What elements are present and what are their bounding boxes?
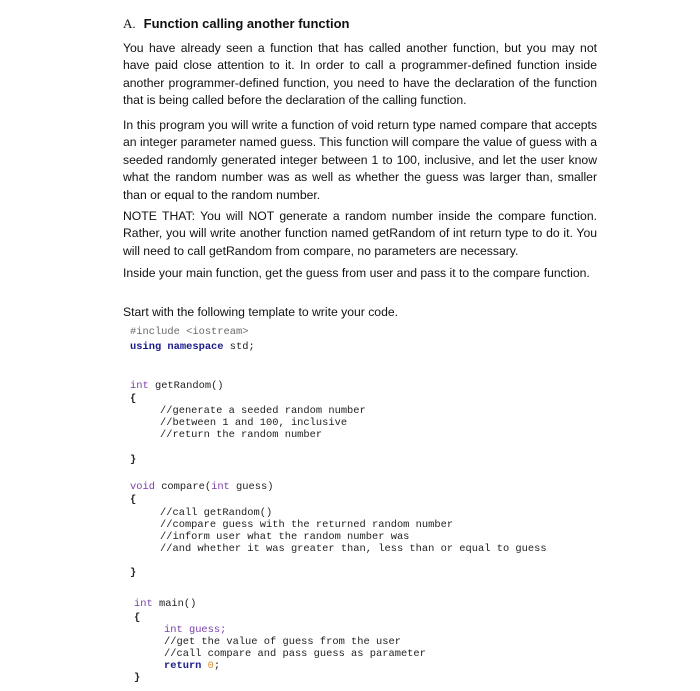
code-line-getrandom-signature: int getRandom() (130, 380, 224, 392)
code-line-return: return 0; (164, 660, 221, 672)
paragraph-template-intro: Start with the following template to write your code. (123, 305, 399, 319)
code-line-using: using namespace std; (130, 341, 255, 353)
code-line-comment: //call getRandom() (160, 507, 273, 519)
code-line-brace-open: { (130, 393, 137, 405)
code-line-compare-signature: void compare(int guess) (130, 481, 274, 493)
paragraph-task: In this program you will write a function of void return type named compare that accepts an integer parameter named guess. This function will compare the value of guess with a seeded randomly generated integer between 1 to 100, inclusive, and let the user know what the random number was as well as whether the guess was larger than, smaller than or equal to the random number. (123, 118, 597, 202)
code-line-declaration: int guess; (164, 624, 227, 636)
code-line-brace-close: } (130, 454, 137, 466)
paragraph-main: Inside your main function, get the guess from user and pass it to the compare function. (123, 266, 590, 280)
code-line-comment: //return the random number (160, 429, 323, 441)
code-line-brace-open: { (130, 494, 137, 506)
code-line-comment: //between 1 and 100, inclusive (160, 417, 348, 429)
section-heading (123, 16, 349, 32)
section-title: Function calling another function (143, 16, 350, 31)
paragraph-note: NOTE THAT: You will NOT generate a random number inside the compare function. Rather, you will write another function named getRandom of int return type to do it. You will need to call getRandom from compare, no parameters are necessary. (123, 209, 597, 258)
code-line-main-signature: int main() (134, 598, 197, 610)
code-line-comment: //and whether it was greater than, less than or equal to guess (160, 543, 547, 555)
code-line-brace-close: } (130, 567, 137, 579)
code-line-brace-open: { (134, 612, 141, 624)
paragraph-intro: You have already seen a function that has called another function, but you may not have paid close attention to it. In order to call a programmer-defined function inside another programmer-defined function, you need to have the declaration of the function that is being called before the declaration of the calling function. (123, 41, 597, 108)
code-line-brace-close: } (134, 672, 141, 684)
code-block (130, 326, 600, 688)
code-line-comment: //get the value of guess from the user (164, 636, 401, 648)
code-line-comment: //call compare and pass guess as parameter (164, 648, 426, 660)
code-line-comment: //generate a seeded random number (160, 405, 366, 417)
code-line-include: #include <iostream> (130, 326, 249, 338)
code-line-comment: //inform user what the random number was (160, 531, 410, 543)
code-line-comment: //compare guess with the returned random number (160, 519, 454, 531)
section-letter: A. (123, 16, 136, 31)
